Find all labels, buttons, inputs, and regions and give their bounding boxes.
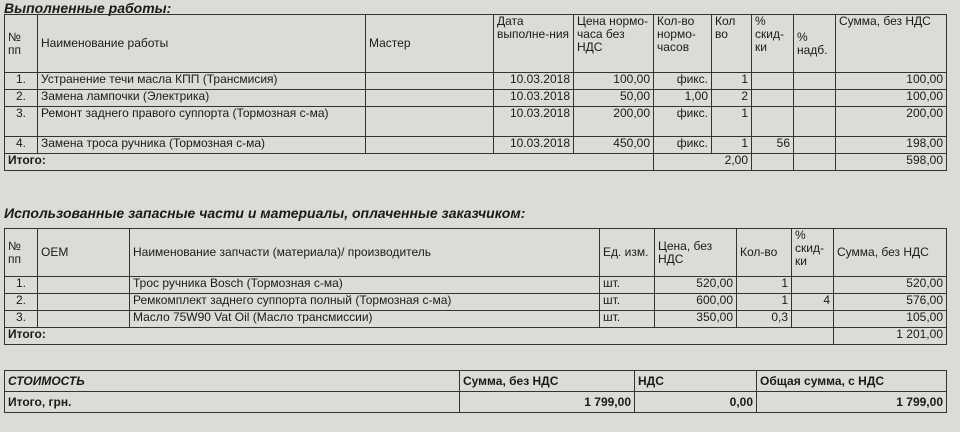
parts-row-qty: 0,3 xyxy=(737,311,792,328)
parts-header-sum: Сумма, без НДС xyxy=(834,229,947,277)
parts-row-num: 3. xyxy=(5,311,38,328)
works-row-qty: 2 xyxy=(712,90,752,107)
parts-row-sum: 105,00 xyxy=(834,311,947,328)
parts-header-row xyxy=(5,229,947,277)
works-row-markup xyxy=(794,90,836,107)
parts-row-discount xyxy=(792,277,834,294)
cost-sum-value: 1 799,00 xyxy=(460,392,635,413)
parts-header-price: Цена, без НДС xyxy=(655,229,737,277)
cost-vat-header: НДС xyxy=(635,371,757,392)
cost-vat-value: 0,00 xyxy=(635,392,757,413)
works-row-num: 2. xyxy=(5,90,38,107)
works-row-sum: 100,00 xyxy=(836,73,947,90)
parts-row-num: 1. xyxy=(5,277,38,294)
table-row xyxy=(5,73,947,90)
cost-total-header: Общая сумма, с НДС xyxy=(757,371,947,392)
works-header-date: Дата выполне-ния xyxy=(494,15,574,73)
parts-row-name: Трос ручника Bosch (Тормозная с-ма) xyxy=(130,277,600,294)
works-header-row xyxy=(5,15,947,73)
works-row-master xyxy=(366,90,494,107)
works-header-name: Наименование работы xyxy=(38,15,366,73)
parts-row-oem xyxy=(38,311,130,328)
parts-row-oem xyxy=(38,294,130,311)
works-row-markup xyxy=(794,73,836,90)
works-header-price: Цена нормо-часа без НДС xyxy=(574,15,654,73)
works-row-norm-qty: 1,00 xyxy=(654,90,712,107)
table-row xyxy=(5,294,947,311)
works-row-name: Замена троса ручника (Тормозная с-ма) xyxy=(38,137,366,154)
works-row-date: 10.03.2018 xyxy=(494,90,574,107)
works-row-name: Устранение течи масла КПП (Трансмисия) xyxy=(38,73,366,90)
parts-header-name: Наименование запчасти (материала)/ производитель xyxy=(130,229,600,277)
parts-header-discount: % скид-ки xyxy=(792,229,834,277)
parts-header-qty: Кол-во xyxy=(737,229,792,277)
parts-total-sum: 1 201,00 xyxy=(834,328,947,345)
works-row-date: 10.03.2018 xyxy=(494,73,574,90)
works-row-sum: 198,00 xyxy=(836,137,947,154)
cost-title: СТОИМОСТЬ xyxy=(5,371,460,392)
cost-total-value: 1 799,00 xyxy=(757,392,947,413)
table-row xyxy=(5,107,947,137)
works-row-markup xyxy=(794,137,836,154)
works-header-sum: Сумма, без НДС xyxy=(836,15,947,73)
works-total-empty xyxy=(794,154,836,171)
cost-header-row xyxy=(5,371,947,392)
works-row-name: Замена лампочки (Электрика) xyxy=(38,90,366,107)
parts-total-label: Итого: xyxy=(5,328,834,345)
parts-row-name: Масло 75W90 Vat Oil (Масло трансмиссии) xyxy=(130,311,600,328)
parts-row-sum: 576,00 xyxy=(834,294,947,311)
works-total-sum: 598,00 xyxy=(836,154,947,171)
works-total-label: Итого: xyxy=(5,154,654,171)
works-header-discount: % скид-ки xyxy=(752,15,794,73)
works-row-discount xyxy=(752,107,794,137)
parts-row-num: 2. xyxy=(5,294,38,311)
parts-row-discount xyxy=(792,311,834,328)
works-row-qty: 1 xyxy=(712,137,752,154)
parts-row-unit: шт. xyxy=(600,277,655,294)
cost-sum-header: Сумма, без НДС xyxy=(460,371,635,392)
works-row-discount xyxy=(752,90,794,107)
table-row xyxy=(5,311,947,328)
works-row-num: 3. xyxy=(5,107,38,137)
parts-row-sum: 520,00 xyxy=(834,277,947,294)
works-total-empty xyxy=(752,154,794,171)
parts-table xyxy=(4,228,947,345)
works-header-markup: % надб. xyxy=(794,15,836,73)
parts-row-price: 520,00 xyxy=(655,277,737,294)
cost-table xyxy=(4,370,947,413)
parts-header-oem: OEM xyxy=(38,229,130,277)
works-row-num: 4. xyxy=(5,137,38,154)
works-header-norm-qty: Кол-во нормо-часов xyxy=(654,15,712,73)
parts-row-oem xyxy=(38,277,130,294)
parts-row-qty: 1 xyxy=(737,277,792,294)
works-row-sum: 200,00 xyxy=(836,107,947,137)
works-row-sum: 100,00 xyxy=(836,90,947,107)
parts-row-qty: 1 xyxy=(737,294,792,311)
works-row-discount: 56 xyxy=(752,137,794,154)
works-row-master xyxy=(366,107,494,137)
works-row-markup xyxy=(794,107,836,137)
parts-header-num: № пп xyxy=(5,229,38,277)
parts-row-unit: шт. xyxy=(600,294,655,311)
parts-row-discount: 4 xyxy=(792,294,834,311)
works-row-norm-qty: фикс. xyxy=(654,107,712,137)
parts-row-price: 350,00 xyxy=(655,311,737,328)
parts-header-unit: Ед. изм. xyxy=(600,229,655,277)
works-row-discount xyxy=(752,73,794,90)
works-row-price: 100,00 xyxy=(574,73,654,90)
parts-row-price: 600,00 xyxy=(655,294,737,311)
works-row-qty: 1 xyxy=(712,73,752,90)
works-table xyxy=(4,14,947,171)
parts-total-row xyxy=(5,328,947,345)
works-total-row xyxy=(5,154,947,171)
works-row-name: Ремонт заднего правого суппорта (Тормозная с-ма) xyxy=(38,107,366,137)
works-row-master xyxy=(366,73,494,90)
works-header-master: Мастер xyxy=(366,15,494,73)
cost-value-row xyxy=(5,392,947,413)
works-row-qty: 1 xyxy=(712,107,752,137)
works-row-date: 10.03.2018 xyxy=(494,107,574,137)
works-row-price: 50,00 xyxy=(574,90,654,107)
parts-row-name: Ремкомплект заднего суппорта полный (Тормозная с-ма) xyxy=(130,294,600,311)
cost-row-label: Итого, грн. xyxy=(5,392,460,413)
parts-section-title: Использованные запасные части и материалы, оплаченные заказчиком: xyxy=(4,205,526,221)
works-row-num: 1. xyxy=(5,73,38,90)
works-row-price: 200,00 xyxy=(574,107,654,137)
parts-row-unit: шт. xyxy=(600,311,655,328)
works-header-num: № пп xyxy=(5,15,38,73)
works-row-norm-qty: фикс. xyxy=(654,73,712,90)
works-row-price: 450,00 xyxy=(574,137,654,154)
table-row xyxy=(5,137,947,154)
works-total-qty: 2,00 xyxy=(654,154,752,171)
works-header-qty: Кол во xyxy=(712,15,752,73)
table-row xyxy=(5,277,947,294)
works-row-norm-qty: фикс. xyxy=(654,137,712,154)
works-row-date: 10.03.2018 xyxy=(494,137,574,154)
works-section-title: Выполненные работы: xyxy=(4,0,172,16)
table-row xyxy=(5,90,947,107)
works-row-master xyxy=(366,137,494,154)
